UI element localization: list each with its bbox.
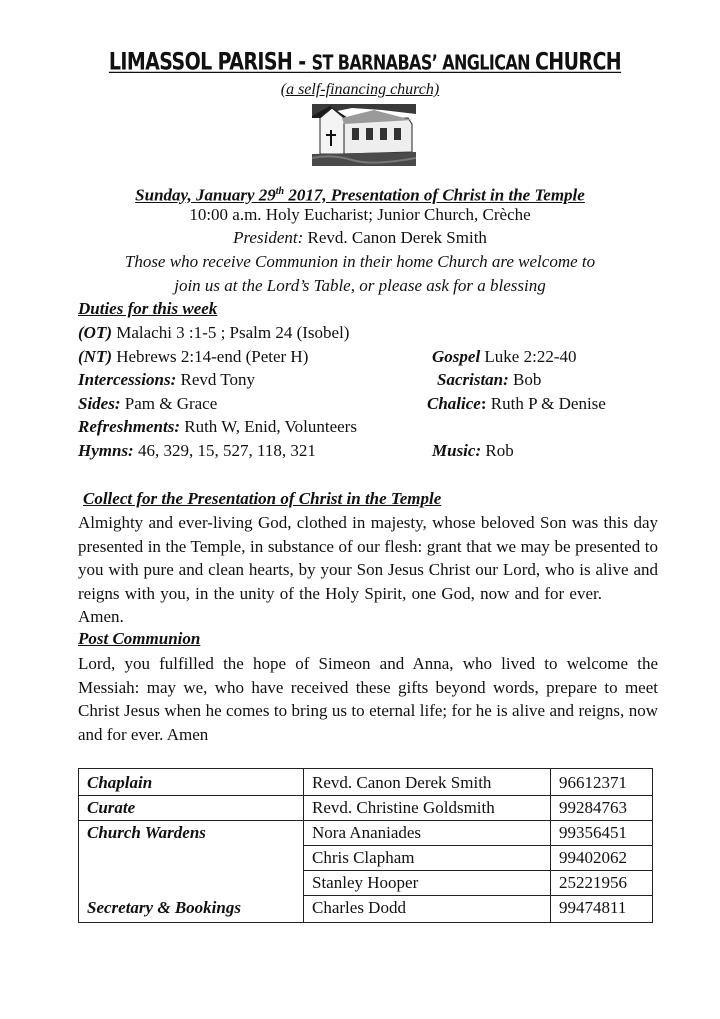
service-time: 10:00 a.m. Holy Eucharist; Junior Church, Crèche bbox=[189, 205, 531, 224]
contact-phone: 99356451 bbox=[551, 821, 653, 846]
contacts-table bbox=[78, 768, 653, 923]
gospel-reading: Gospel Luke 2:22-40 bbox=[432, 347, 577, 366]
sides-duty: Sides: Pam & Grace bbox=[78, 394, 218, 413]
table-row bbox=[79, 821, 653, 846]
contact-name: Chris Clapham bbox=[304, 846, 551, 871]
contact-role: Secretary & Bookings bbox=[79, 896, 304, 923]
contact-phone: 96612371 bbox=[551, 769, 653, 796]
table-row bbox=[79, 871, 653, 896]
contact-role: Chaplain bbox=[79, 769, 304, 796]
parish-title: LIMASSOL PARISH - ST BARNABAS’ ANGLICAN CHURCH bbox=[108, 48, 622, 76]
contact-role: Church Wardens bbox=[79, 821, 304, 846]
music-duty: Music: Rob bbox=[432, 441, 514, 460]
contact-name: Charles Dodd bbox=[304, 896, 551, 923]
table-row bbox=[79, 796, 653, 821]
nt-reading: (NT) Hebrews 2:14-end (Peter H) bbox=[78, 347, 309, 366]
contact-name: Stanley Hooper bbox=[304, 871, 551, 896]
communion-note: Those who receive Communion in their home Church are welcome to bbox=[124, 252, 596, 271]
service-date-heading: Sunday, January 29th 2017, Presentation of Christ in the Temple bbox=[135, 185, 585, 205]
refreshments-duty: Refreshments: Ruth W, Enid, Volunteers bbox=[78, 417, 357, 436]
hymns-list: Hymns: 46, 329, 15, 527, 118, 321 bbox=[78, 441, 316, 460]
contact-role bbox=[79, 846, 304, 871]
table-row bbox=[79, 896, 653, 923]
contact-phone: 25221956 bbox=[551, 871, 653, 896]
post-communion-heading: Post Communion bbox=[78, 629, 201, 648]
collect-text: Almighty and ever-living God, clothed in majesty, whose beloved Son was this day presented in the Temple, in substance of our flesh: grant that we may be presented to you with pure and clean hearts, by your Son Jesus Christ our Lord, who is alive and reigns with you, in the unity of the Holy Spirit, one God, now and for ever.Amen. bbox=[78, 513, 658, 627]
contact-name: Revd. Canon Derek Smith bbox=[304, 769, 551, 796]
contact-phone: 99284763 bbox=[551, 796, 653, 821]
contact-role bbox=[79, 871, 304, 896]
contact-phone: 99402062 bbox=[551, 846, 653, 871]
church-building-icon bbox=[312, 104, 416, 166]
contact-name: Nora Ananiades bbox=[304, 821, 551, 846]
contact-role: Curate bbox=[79, 796, 304, 821]
post-communion-text: Lord, you fulfilled the hope of Simeon and Anna, who lived to welcome the Messiah: may we, who have received these gifts beyond words, prepare to meet Christ Jesus when he comes to bring us to eternal life; for he is alive and reigns, now and for ever. Amen bbox=[78, 654, 658, 744]
intercessions-duty: Intercessions: Revd Tony bbox=[78, 370, 256, 389]
communion-note: join us at the Lord’s Table, or please ask for a blessing bbox=[174, 276, 546, 295]
ot-reading: (OT) Malachi 3 :1-5 ; Psalm 24 (Isobel) bbox=[78, 323, 350, 342]
sacristan-duty: Sacristan: Bob bbox=[437, 370, 542, 389]
contact-phone: 99474811 bbox=[551, 896, 653, 923]
tagline: (a self-financing church) bbox=[280, 81, 440, 98]
table-row bbox=[79, 769, 653, 796]
chalice-duty: Chalice: Ruth P & Denise bbox=[427, 394, 606, 413]
table-row bbox=[79, 846, 653, 871]
duties-heading: Duties for this week bbox=[78, 299, 218, 318]
president-line: President: Revd. Canon Derek Smith bbox=[233, 228, 487, 247]
collect-heading: Collect for the Presentation of Christ in the Temple bbox=[83, 489, 442, 508]
collect-amen: Amen. bbox=[78, 607, 124, 627]
contact-name: Revd. Christine Goldsmith bbox=[304, 796, 551, 821]
